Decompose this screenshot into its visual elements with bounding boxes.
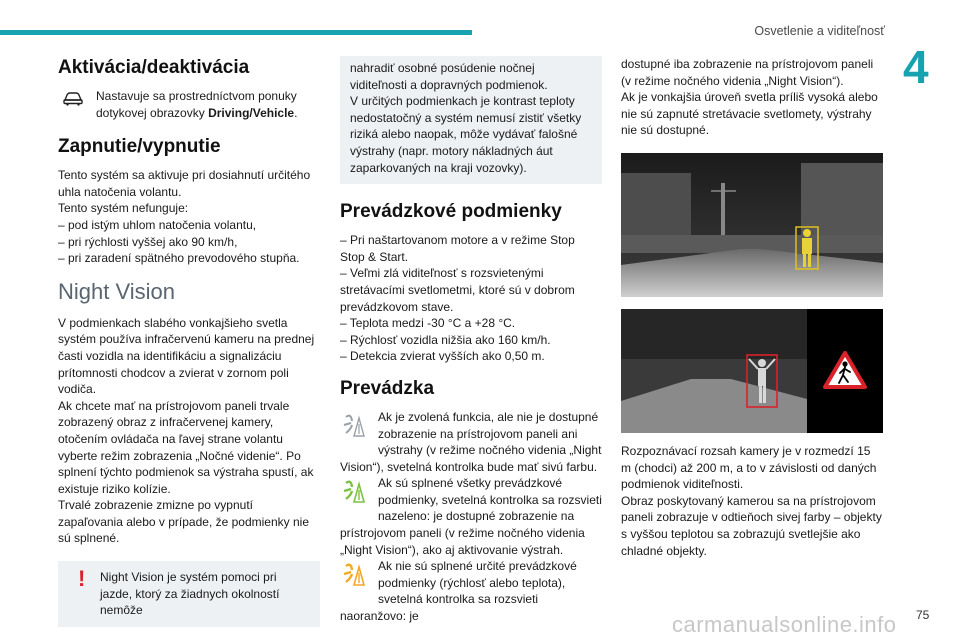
activation-text: Nastavuje sa prostredníctvom ponuky dotykovej obrazovky bbox=[96, 89, 297, 120]
chapter-number: 4 bbox=[903, 41, 929, 93]
heading-activation: Aktivácia/deaktivácia bbox=[58, 57, 250, 78]
operation-orange bbox=[340, 558, 602, 624]
cont-text-2: Ak je vonkajšia úroveň svetla príliš vysoká alebo nie sú zapnuté stretávacie svetlomety, výstrahy nie sú dostupné. bbox=[621, 90, 878, 138]
operation-green bbox=[340, 475, 602, 558]
touchscreen-car-icon bbox=[62, 90, 84, 111]
condition-line: – Pri naštartovanom motore a v režime Stop Stop & Start. bbox=[340, 233, 575, 264]
onoff-line: Tento systém sa aktivuje pri dosiahnutí určitého uhla natočenia volantu. bbox=[58, 168, 311, 199]
onoff-line: Tento systém nefunguje: bbox=[58, 201, 189, 216]
nv-paragraph: Trvalé zobrazenie zmizne po vypnutí zapaľovania alebo v prípade, že podmienky nie sú splnené. bbox=[58, 498, 309, 546]
watermark: carmanualsonline.info bbox=[672, 612, 897, 637]
chapter-title: Osvetlenie a viditeľnosť bbox=[754, 24, 885, 38]
warning-text: Night Vision je systém pomoci pri jazde, ktorý za žiadnych okolností nemôže bbox=[100, 570, 280, 618]
condition-line: – Detekcia zvierat vyšších ako 0,50 m. bbox=[340, 349, 545, 364]
heading-operation: Prevádzka bbox=[340, 377, 435, 399]
warning-cont: nahradiť osobné posúdenie nočnej viditeľnosti a dopravných podmienok. bbox=[350, 61, 548, 92]
nv-paragraph: Ak chcete mať na prístrojovom paneli trvale zobrazený obraz z infračervenej kamery, otočením ovládača na ľavej strane volantu vyberte režim zobrazenia „Nočné videnie“. Po splnení týchto podmienok sa výstraha spustí, ak existuje riziko kolízie. bbox=[58, 398, 314, 496]
warning-box bbox=[58, 561, 320, 627]
range-text: Rozpoznávací rozsah kamery je v rozmedzí 15 m (chodci) až 200 m, a to v závislosti od daných podmienok viditeľnosti. bbox=[621, 443, 877, 492]
night-vision-lamp-green-icon bbox=[340, 475, 374, 509]
activation-text-end: . bbox=[294, 105, 298, 120]
activation-paragraph bbox=[58, 88, 320, 121]
condition-line: – Veľmi zlá viditeľnosť s rozsvietenými stretávacími svetlometmi, ktoré sú v dobrom prevádzkovom stave. bbox=[340, 266, 575, 314]
condition-line: – Teplota medzi -30 °C a +28 °C. bbox=[340, 316, 516, 331]
column-2 bbox=[340, 56, 602, 625]
column-1 bbox=[58, 56, 320, 627]
cont-text: dostupné iba zobrazenie na prístrojovom paneli (v režime nočného videnia „Night Vision“). bbox=[621, 57, 874, 88]
operation-gray-text: Ak je zvolená funkcia, ale nie je dostupné zobrazenie na prístrojovom paneli ani výstrahy (v režime nočného videnia „Night Vision“), svetelná kontrolka bude mať sivú farbu. bbox=[340, 409, 602, 474]
header-accent-bar bbox=[0, 30, 472, 35]
night-vision-lamp-gray-icon bbox=[340, 409, 374, 443]
operation-green-text: Ak sú splnené všetky prevádzkové podmienky, svetelná kontrolka sa rozsvieti nazeleno: je dostupné zobrazenie na prístrojovom paneli (v režime nočného videnia „Night Vision“), ako aj aktivovanie výstrah. bbox=[340, 476, 602, 557]
onoff-line: – pri zaradení spätného prevodového stupňa. bbox=[58, 251, 300, 266]
warning-box-continued bbox=[340, 56, 602, 184]
page-number: 75 bbox=[916, 608, 930, 622]
night-vision-lamp-orange-icon bbox=[340, 558, 374, 592]
heading-night-vision: Night Vision bbox=[58, 278, 175, 304]
warning-note bbox=[68, 566, 310, 619]
column-3 bbox=[621, 56, 883, 559]
warning-cont2: V určitých podmienkach je kontrast teploty nedostatočný a systém nemusí zistiť všetky riziká alebo naopak, môže vydávať falošné výstrahy (napr. motory nákladných áut zaparkovaných na kraji vozovky). bbox=[350, 94, 582, 175]
operation-orange-text: Ak nie sú splnené určité prevádzkové podmienky (rýchlosť alebo teplota), svetelná kontrolka sa rozsvieti naoranžovo: je bbox=[340, 559, 577, 624]
image-text: Obraz poskytovaný kamerou sa na prístrojovom paneli zobrazuje v odtieňoch sivej farby – objekty s vyššou teplotou sa zobrazujú svetlejšie ako chladné objekty. bbox=[621, 493, 882, 558]
heading-conditions: Prevádzkové podmienky bbox=[340, 201, 562, 223]
nv-paragraph: V podmienkach slabého vonkajšieho svetla systém používa infračervenú kameru na prednej časti vozidla na identifikáciu a signalizáciu prítomnosti chodcov a zvierat v zornom poli vodiča. bbox=[58, 315, 315, 397]
night-vision-street-image bbox=[621, 153, 883, 297]
heading-on-off: Zapnutie/vypnutie bbox=[58, 136, 221, 158]
night-vision-alert-image bbox=[621, 309, 883, 433]
operation-gray bbox=[340, 409, 602, 475]
onoff-line: – pri rýchlosti vyššej ako 90 km/h, bbox=[58, 234, 238, 249]
condition-line: – Rýchlosť vozidla nižšia ako 160 km/h. bbox=[340, 332, 551, 347]
activation-menu-path: Driving/Vehicle bbox=[208, 105, 295, 120]
warning-exclamation-icon: ! bbox=[78, 566, 86, 592]
onoff-line: – pod istým uhlom natočenia volantu, bbox=[58, 217, 257, 232]
